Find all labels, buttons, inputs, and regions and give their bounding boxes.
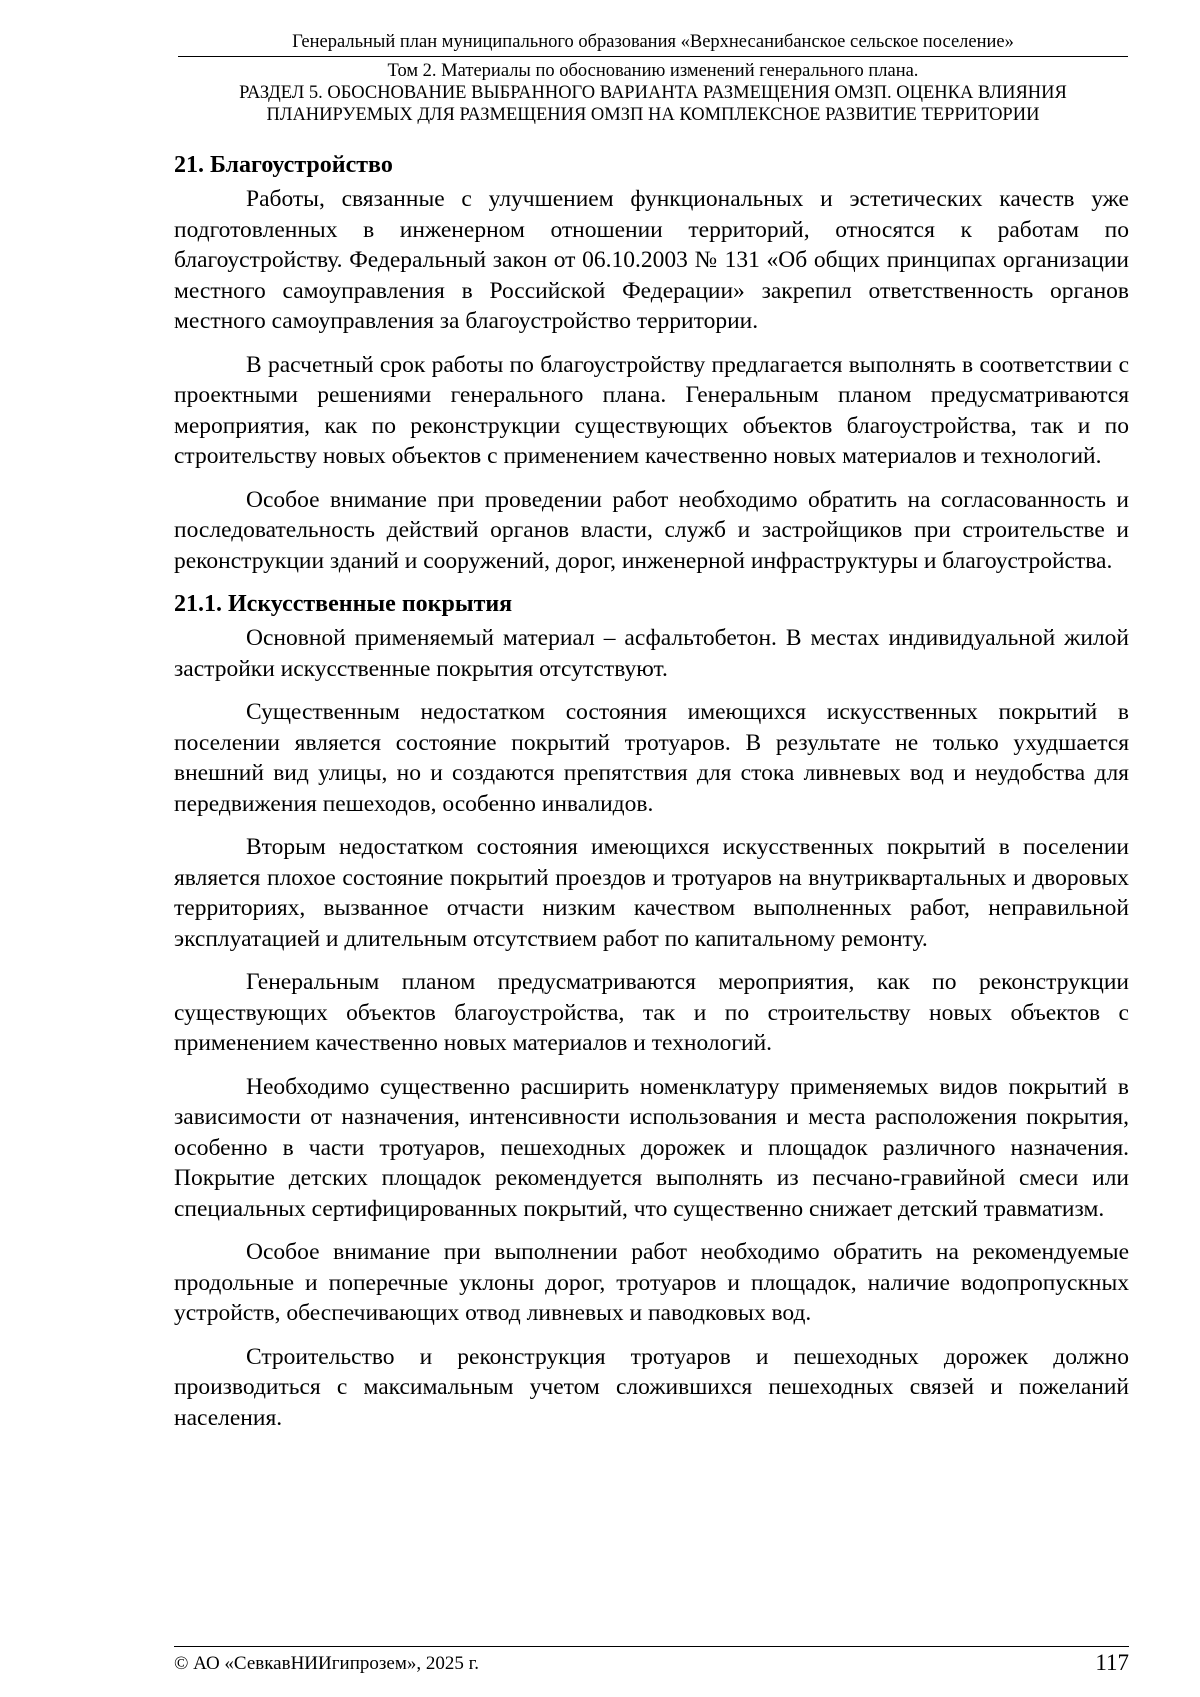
section-heading: 21. Благоустройство [174,152,393,178]
body-paragraph: Вторым недостатком состояния имеющихся искусственных покрытий в поселении является плохое состояние покрытий проездов и тротуаров на внутриквартальных и дворовых территориях, вызванное отчасти низким качеством выполненных работ, неправильной эксплуатацией и длительным отсутствием работ по капитальному ремонту. [174,834,1129,952]
body-paragraph: Особое внимание при проведении работ необходимо обратить на согласованность и последовательность действий органов власти, служб и застройщиков при строительстве и реконструкции зданий и сооружений, дорог, инженерной инфраструктуры и благоустройства. [174,486,1129,574]
header-document-title: Генеральный план муниципального образования «Верхнесанибанское сельское поселение» [292,32,1014,52]
body-paragraph: Основной применяемый материал – асфальтобетон. В местах индивидуальной жилой застройки искусственные покрытия отсутствуют. [174,625,1129,682]
page-number: 117 [1095,1650,1129,1675]
body-paragraph: Работы, связанные с улучшением функциональных и эстетических качеств уже подготовленных в инженерном отношении территорий, относятся к работам по благоустройству. Федеральный закон от 06.10.2003 № 131 «Об общих принципах организации местного самоуправления в Российской Федерации» закрепил ответственность органов местного самоуправления за благоустройство территории. [174,186,1129,334]
page-header [178,30,1128,126]
header-section-title: РАЗДЕЛ 5. ОБОСНОВАНИЕ ВЫБРАННОГО ВАРИАНТА РАЗМЕЩЕНИЯ ОМЗП. ОЦЕНКА ВЛИЯНИЯ ПЛАНИРУЕМЫХ ДЛЯ РАЗМЕЩЕНИЯ ОМЗП НА КОМПЛЕКСНОЕ РАЗВИТИЕ ТЕРРИТОРИИ [239,83,1067,125]
footer-divider [174,1646,1129,1647]
body-paragraph: Строительство и реконструкция тротуаров и пешеходных дорожек должно производиться с максимальным учетом сложившихся пешеходных связей и пожеланий населения. [174,1343,1129,1431]
header-divider [178,56,1128,57]
header-volume-title: Том 2. Материалы по обоснованию изменений генерального плана. [387,61,919,81]
page-footer [174,1646,1129,1676]
footer-copyright: © АО «СевкавНИИгипрозем», 2025 г. [174,1653,479,1674]
body-paragraph: В расчетный срок работы по благоустройству предлагается выполнять в соответствии с проектными решениями генерального плана. Генеральным планом предусматриваются мероприятия, как по реконструкции существующих объектов благоустройства, так и по строительству новых объектов с применением качественно новых материалов и технологий. [174,351,1129,469]
body-paragraph: Необходимо существенно расширить номенклатуру применяемых видов покрытий в зависимости от назначения, интенсивности использования и места расположения покрытия, особенно в части тротуаров, пешеходных дорожек и площадок различного назначения. Покрытие детских площадок рекомендуется выполнять из песчано-гравийной смеси или специальных сертифицированных покрытий, что существенно снижает детский травматизм. [174,1073,1129,1222]
subsection-heading: 21.1. Искусственные покрытия [174,591,513,617]
page-body [174,150,1129,1446]
body-paragraph: Особое внимание при выполнении работ необходимо обратить на рекомендуемые продольные и поперечные уклоны дорог, тротуаров и площадок, наличие водопропускных устройств, обеспечивающих отвод ливневых и паводковых вод. [174,1239,1129,1326]
body-paragraph: Существенным недостатком состояния имеющихся искусственных покрытий в поселении является состояние покрытий тротуаров. В результате не только ухудшается внешний вид улицы, но и создаются препятствия для стока ливневых вод и неудобства для передвижения пешеходов, особенно инвалидов. [174,699,1129,817]
body-paragraph: Генеральным планом предусматриваются мероприятия, как по реконструкции существующих объектов благоустройства, так и по строительству новых объектов с применением качественно новых материалов и технологий. [174,969,1129,1056]
